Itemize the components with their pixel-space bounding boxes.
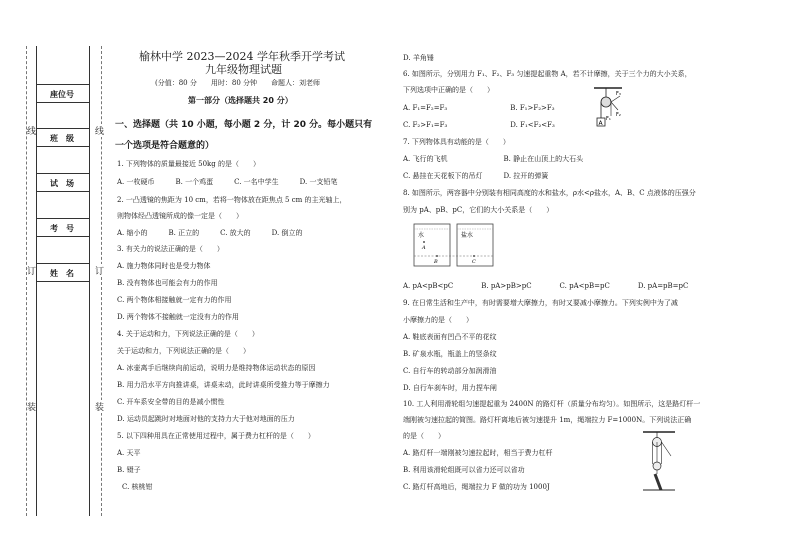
question-line: B. 用力沿水平方向推讲桌，讲桌未动，此时讲桌所受推力等于摩擦力 (117, 381, 330, 389)
question-line: 端刚被匀速拉起的简图。路灯杆离地后被匀速提升 1m，绳端拉力 F=1000N。下列说法正确 (403, 416, 692, 424)
part-heading: 第一部分（选择题共 20 分） (188, 96, 293, 105)
question-line: C. 开车系安全带的目的是减小惯性 (117, 398, 225, 406)
seat-number-label: 座位号 (50, 90, 74, 99)
pulley-figure (592, 86, 624, 134)
field-divider (36, 263, 89, 264)
question-line: 4. 关于运动和力，下列说法正确的是（ ） (117, 330, 259, 338)
point-label-c: C (472, 259, 476, 265)
question-line: A. 缩小的 B. 正立的 C. 放大的 D. 倒立的 (117, 229, 303, 237)
field-divider (36, 84, 89, 85)
name-label: 姓 名 (50, 269, 74, 278)
pulley-block-figure (641, 430, 677, 492)
seal-char: 订 (95, 264, 104, 277)
seal-char: 订 (27, 264, 36, 277)
question-line: 10. 工人利用滑轮组匀速提起重为 2400N 的路灯杆（质量分布均匀）。如图所示，这是路灯杆一 (403, 400, 701, 408)
field-divider (36, 281, 89, 282)
question-line: 小摩擦力的是（ ） (403, 316, 473, 324)
point-label-a: A (422, 245, 426, 251)
question-line: 5. 以下四种用具在正常使用过程中，属于费力杠杆的是（ ） (117, 432, 315, 440)
exam-title: 榆林中学 2023—2024 学年秋季开学考试 (139, 50, 345, 63)
question-line: D. 自行车刹车时，用力捏车闸 (403, 384, 497, 392)
seal-char: 装 (95, 400, 104, 413)
field-divider (36, 102, 89, 103)
section-heading-cont: 一个选项是符合题意的） (115, 141, 215, 151)
question-line: 的是（ ） (403, 432, 445, 440)
binding-line-inner (89, 46, 90, 516)
field-divider (36, 236, 89, 237)
question-line: D. 运动员起跳时对地面对他的支持力大于他对地面的压力 (117, 415, 295, 423)
field-divider (36, 191, 89, 192)
question-line: D. 两个物体不接触就一定没有力的作用 (117, 313, 239, 321)
seal-char: 线 (27, 124, 36, 137)
question-line: A. 飞行的飞机 B. 静止在山顶上的大石头 (403, 155, 584, 163)
question-line: C. 自行车的转动部分加润滑油 (403, 367, 497, 375)
question-line: B. 镊子 (117, 466, 141, 474)
question-line: 下列选项中正确的是（ ） (403, 86, 494, 94)
point-label-b: B (434, 259, 438, 265)
question-line: A. 一枚硬币 B. 一个鸡蛋 C. 一名中学生 D. 一支铅笔 (117, 178, 338, 186)
question-line: 别为 pA、pB、pC，它们的大小关系是（ ） (403, 206, 554, 214)
question-line: A. 施力物体同时也是受力物体 (117, 262, 211, 270)
seal-char: 装 (27, 400, 36, 413)
question-line: 8. 如图所示，两容器中分别装有相同高度的水和盐水，ρ水<ρ盐水，A、B、C 点液体的压强分 (403, 189, 696, 197)
question-line: C. 核桃钳 (122, 483, 153, 491)
question-line: A. 鞋底表面有凹凸不平的花纹 (403, 333, 497, 341)
question-line: 6. 如图所示，分别用力 F₁、F₂、F₃ 匀速提起重物 A，若不计摩擦，关于三个力的大小关系， (403, 70, 692, 78)
question-line: 3. 有关力的说法正确的是（ ） (117, 245, 224, 253)
question-line: 则物体经凸透镜所成的像一定是（ ） (117, 212, 243, 220)
question-line: C. F₂>F₁=F₃ D. F₁<F₂<F₃ (403, 121, 555, 129)
question-line: A. 冰壶离手后继续向前运动，说明力是维持物体运动状态的原因 (117, 364, 316, 372)
question-line: B. 没有物体也可能会有力的作用 (117, 279, 218, 287)
question-line: C. 路灯杆高地后，绳端拉力 F 做的功为 1000J (403, 483, 550, 491)
question-line: A. F₁=F₂=F₃ B. F₁>F₂>F₃ (403, 104, 555, 112)
exam-subtitle: 九年级物理试题 (205, 63, 282, 76)
exam-room-label: 试 场 (50, 179, 74, 188)
question-line: D. 羊角锤 (403, 54, 434, 62)
saltwater-label: 盐水 (461, 232, 474, 239)
force-label: F₃ (616, 91, 621, 97)
field-divider (36, 128, 89, 129)
class-label: 班 级 (50, 134, 74, 143)
cut-line-left (26, 46, 27, 516)
cut-line-right (101, 46, 102, 516)
field-divider (36, 173, 89, 174)
field-divider (36, 146, 89, 147)
question-line: 1. 下列物体的质量最接近 50kg 的是（ ） (117, 160, 260, 168)
exam-info: (分值：80 分 用时：80 分钟 命题人：刘老师 (155, 79, 320, 87)
force-label: F₂ (616, 112, 621, 118)
section-heading: 一、选择题（共 10 小题，每小题 2 分，计 20 分。每小题只有 (115, 120, 373, 130)
question-line: C. 两个物体相接触就一定有力的作用 (117, 296, 232, 304)
question-line: 7. 下列物体具有动能的是（ ） (403, 138, 510, 146)
water-label: 水 (418, 232, 425, 239)
question-line: A. 路灯杆一端刚被匀速拉起时，相当于费力杠杆 (403, 449, 553, 457)
question-line: C. 悬挂在天花板下的吊灯 D. 拉开的弹簧 (403, 172, 549, 180)
question-line: A. pA<pB<pC B. pA>pB>pC C. pA<pB=pC D. pA=pB=pC (403, 282, 689, 290)
seal-char: 线 (95, 124, 104, 137)
question-line: B. 利用该滑轮组既可以省力还可以省功 (403, 466, 525, 474)
question-line: A. 天平 (117, 449, 141, 457)
question-line: 关于运动和力，下列说法正确的是（ ） (117, 347, 250, 355)
containers-figure (413, 222, 501, 270)
force-label: F₁ (606, 116, 611, 122)
question-line: B. 矿泉水瓶，瓶盖上的竖条纹 (403, 350, 497, 358)
exam-number-label: 考 号 (50, 224, 74, 233)
question-line: 2. 一凸透镜的焦距为 10 cm，若将一物体放在距焦点 5 cm 的主光轴上， (117, 196, 347, 204)
weight-label: A (598, 120, 603, 127)
question-line: 9. 在日常生活和生产中，有时需要增大摩擦力，有时又要减小摩擦力。下列实例中为了减 (403, 299, 678, 307)
field-divider (36, 218, 89, 219)
